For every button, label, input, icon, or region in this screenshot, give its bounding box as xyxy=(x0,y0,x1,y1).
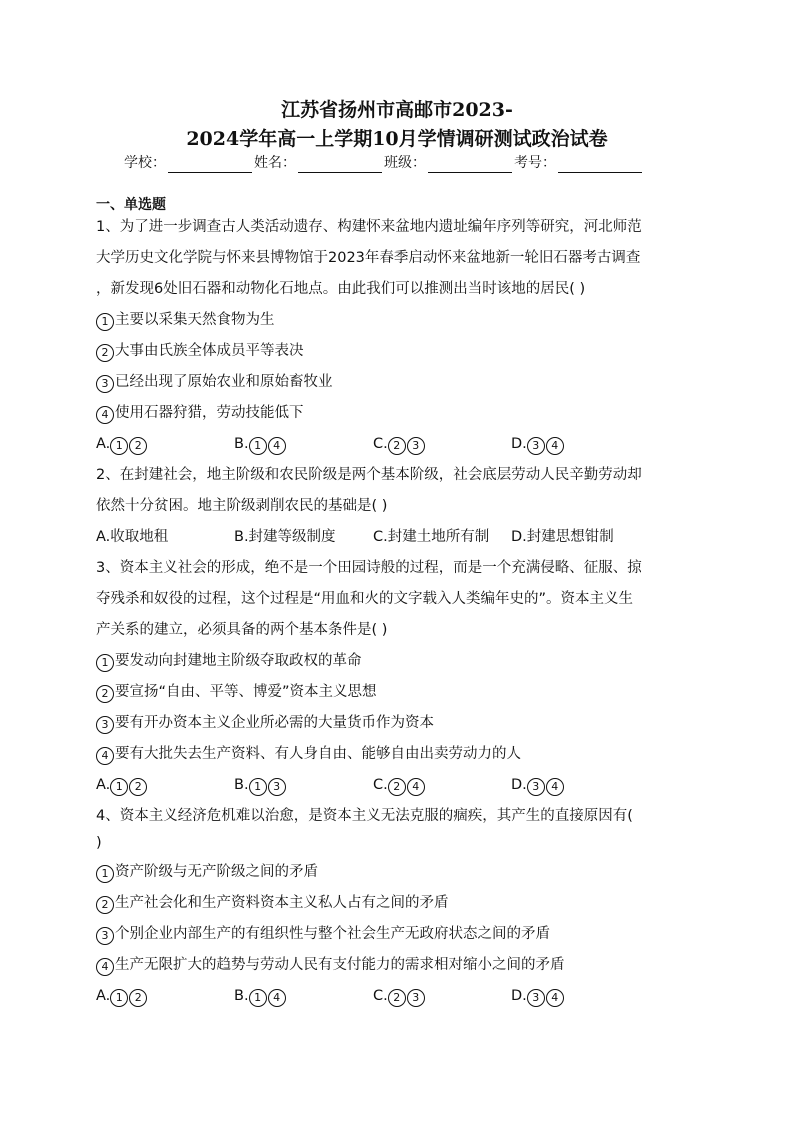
circled-number: 2 xyxy=(388,989,406,1007)
circled-number: 4 xyxy=(546,989,564,1007)
option-letter: A. xyxy=(96,777,111,793)
circled-number: 1 xyxy=(249,989,267,1007)
item-text: 生产无限扩大的趋势与劳动人民有支付能力的需求相对缩小之间的矛盾 xyxy=(115,957,565,973)
item-text: 要有开办资本主义企业所必需的大量货币作为资本 xyxy=(115,715,434,731)
circled-number: 1 xyxy=(110,437,128,455)
option-a[interactable]: A.收取地租 xyxy=(96,529,169,545)
option-d[interactable] xyxy=(511,434,565,455)
circled-number: 3 xyxy=(527,778,545,796)
class-label: 班级： xyxy=(384,155,426,171)
circled-number: 4 xyxy=(546,778,564,796)
q2-stem-line: 2、在封建社会，地主阶级和农民阶级是两个基本阶级，社会底层劳动人民辛勤劳动却 xyxy=(96,467,642,483)
student-info-row xyxy=(124,153,644,173)
school-blank[interactable] xyxy=(168,156,252,173)
q3-stem-line: 产关系的建立，必须具备的两个基本条件是( ) xyxy=(96,622,388,638)
option-b[interactable] xyxy=(234,434,287,455)
circled-number: 3 xyxy=(407,989,425,1007)
name-label: 姓名： xyxy=(254,155,296,171)
option-letter: C. xyxy=(373,777,388,793)
section-heading: 一、单选题 xyxy=(96,197,166,213)
circled-number: 4 xyxy=(96,406,114,424)
circled-number: 1 xyxy=(110,989,128,1007)
q4-item xyxy=(96,862,318,883)
q1-item xyxy=(96,403,304,424)
item-text: 资产阶级与无产阶级之间的矛盾 xyxy=(115,864,318,880)
item-text: 生产社会化和生产资料资本主义私人占有之间的矛盾 xyxy=(115,895,449,911)
option-c[interactable] xyxy=(373,986,426,1007)
option-d[interactable]: D.封建思想钳制 xyxy=(511,529,614,545)
circled-number: 4 xyxy=(268,989,286,1007)
circled-number: 4 xyxy=(546,437,564,455)
circled-number: 1 xyxy=(249,437,267,455)
item-text: 大事由氏族全体成员平等表决 xyxy=(115,343,304,359)
exam-title-line-1: 江苏省扬州市高邮市2023- xyxy=(281,99,513,121)
option-letter: B. xyxy=(234,436,249,452)
item-text: 要发动向封建地主阶级夺取政权的革命 xyxy=(115,653,362,669)
option-letter: B. xyxy=(234,988,249,1004)
q1-item xyxy=(96,310,275,331)
circled-number: 2 xyxy=(129,989,147,1007)
item-text: 要有大批失去生产资料、有人身自由、能够自由出卖劳动力的人 xyxy=(115,746,521,762)
item-text: 已经出现了原始农业和原始畜牧业 xyxy=(115,374,333,390)
q1-item xyxy=(96,341,304,362)
class-blank[interactable] xyxy=(428,156,512,173)
q1-stem-line: 1、为了进一步调查古人类活动遗存、构建怀来盆地内遗址编年序列等研究，河北师范 xyxy=(96,219,642,235)
circled-number: 3 xyxy=(96,375,114,393)
option-letter: A. xyxy=(96,988,111,1004)
q3-item xyxy=(96,713,434,734)
option-b[interactable] xyxy=(234,986,287,1007)
circled-number: 1 xyxy=(96,865,114,883)
circled-number: 4 xyxy=(268,437,286,455)
circled-number: 1 xyxy=(96,654,114,672)
q3-stem-line: 夺残杀和奴役的过程，这个过程是“用血和火的文字载入人类编年史的”。资本主义生 xyxy=(96,591,634,607)
circled-number: 3 xyxy=(527,437,545,455)
option-a[interactable] xyxy=(96,434,148,455)
option-a[interactable] xyxy=(96,775,148,796)
option-d[interactable] xyxy=(511,775,565,796)
circled-number: 3 xyxy=(96,927,114,945)
circled-number: 2 xyxy=(388,778,406,796)
circled-number: 1 xyxy=(249,778,267,796)
q3-stem-line: 3、资本主义社会的形成，绝不是一个田园诗般的过程，而是一个充满侵略、征服、掠 xyxy=(96,560,642,576)
option-c[interactable]: C.封建土地所有制 xyxy=(373,529,490,545)
option-b[interactable] xyxy=(234,775,287,796)
item-text: 使用石器狩猎，劳动技能低下 xyxy=(115,405,304,421)
circled-number: 2 xyxy=(129,778,147,796)
circled-number: 4 xyxy=(407,778,425,796)
option-letter: C. xyxy=(373,436,388,452)
circled-number: 3 xyxy=(96,716,114,734)
q3-item xyxy=(96,651,362,672)
circled-number: 2 xyxy=(96,685,114,703)
circled-number: 2 xyxy=(129,437,147,455)
circled-number: 3 xyxy=(407,437,425,455)
q4-item xyxy=(96,955,565,976)
number-blank[interactable] xyxy=(558,156,642,173)
option-a[interactable] xyxy=(96,986,148,1007)
q2-stem-line: 依然十分贫困。地主阶级剥削农民的基础是( ) xyxy=(96,498,388,514)
item-text: 要宣扬“自由、平等、博爱”资本主义思想 xyxy=(115,684,377,700)
circled-number: 4 xyxy=(96,747,114,765)
circled-number: 2 xyxy=(96,344,114,362)
q4-stem-line: ) xyxy=(96,835,102,851)
exam-title-line-2: 2024学年高一上学期10月学情调研测试政治试卷 xyxy=(186,128,608,150)
option-letter: D. xyxy=(511,777,527,793)
circled-number: 3 xyxy=(268,778,286,796)
option-d[interactable] xyxy=(511,986,565,1007)
option-c[interactable] xyxy=(373,434,426,455)
option-c[interactable] xyxy=(373,775,426,796)
circled-number: 3 xyxy=(527,989,545,1007)
option-letter: C. xyxy=(373,988,388,1004)
item-text: 主要以采集天然食物为生 xyxy=(115,312,275,328)
option-letter: D. xyxy=(511,988,527,1004)
q4-stem-line: 4、资本主义经济危机难以治愈，是资本主义无法克服的痼疾，其产生的直接原因有( xyxy=(96,808,633,824)
item-text: 个别企业内部生产的有组织性与整个社会生产无政府状态之间的矛盾 xyxy=(115,926,550,942)
option-b[interactable]: B.封建等级制度 xyxy=(234,529,336,545)
circled-number: 1 xyxy=(96,313,114,331)
q4-item xyxy=(96,893,449,914)
q1-stem-line: ，新发现6处旧石器和动物化石地点。由此我们可以推测出当时该地的居民( ) xyxy=(96,281,586,297)
option-letter: A. xyxy=(96,436,111,452)
circled-number: 4 xyxy=(96,958,114,976)
name-blank[interactable] xyxy=(298,156,382,173)
q3-item xyxy=(96,744,521,765)
circled-number: 1 xyxy=(110,778,128,796)
option-letter: D. xyxy=(511,436,527,452)
circled-number: 2 xyxy=(96,896,114,914)
circled-number: 2 xyxy=(388,437,406,455)
number-label: 考号： xyxy=(514,155,556,171)
school-label: 学校： xyxy=(124,155,166,171)
q1-stem-line: 大学历史文化学院与怀来县博物馆于2023年春季启动怀来盆地新一轮旧石器考古调查 xyxy=(96,250,641,266)
q1-item xyxy=(96,372,333,393)
option-letter: B. xyxy=(234,777,249,793)
q3-item xyxy=(96,682,377,703)
q4-item xyxy=(96,924,550,945)
